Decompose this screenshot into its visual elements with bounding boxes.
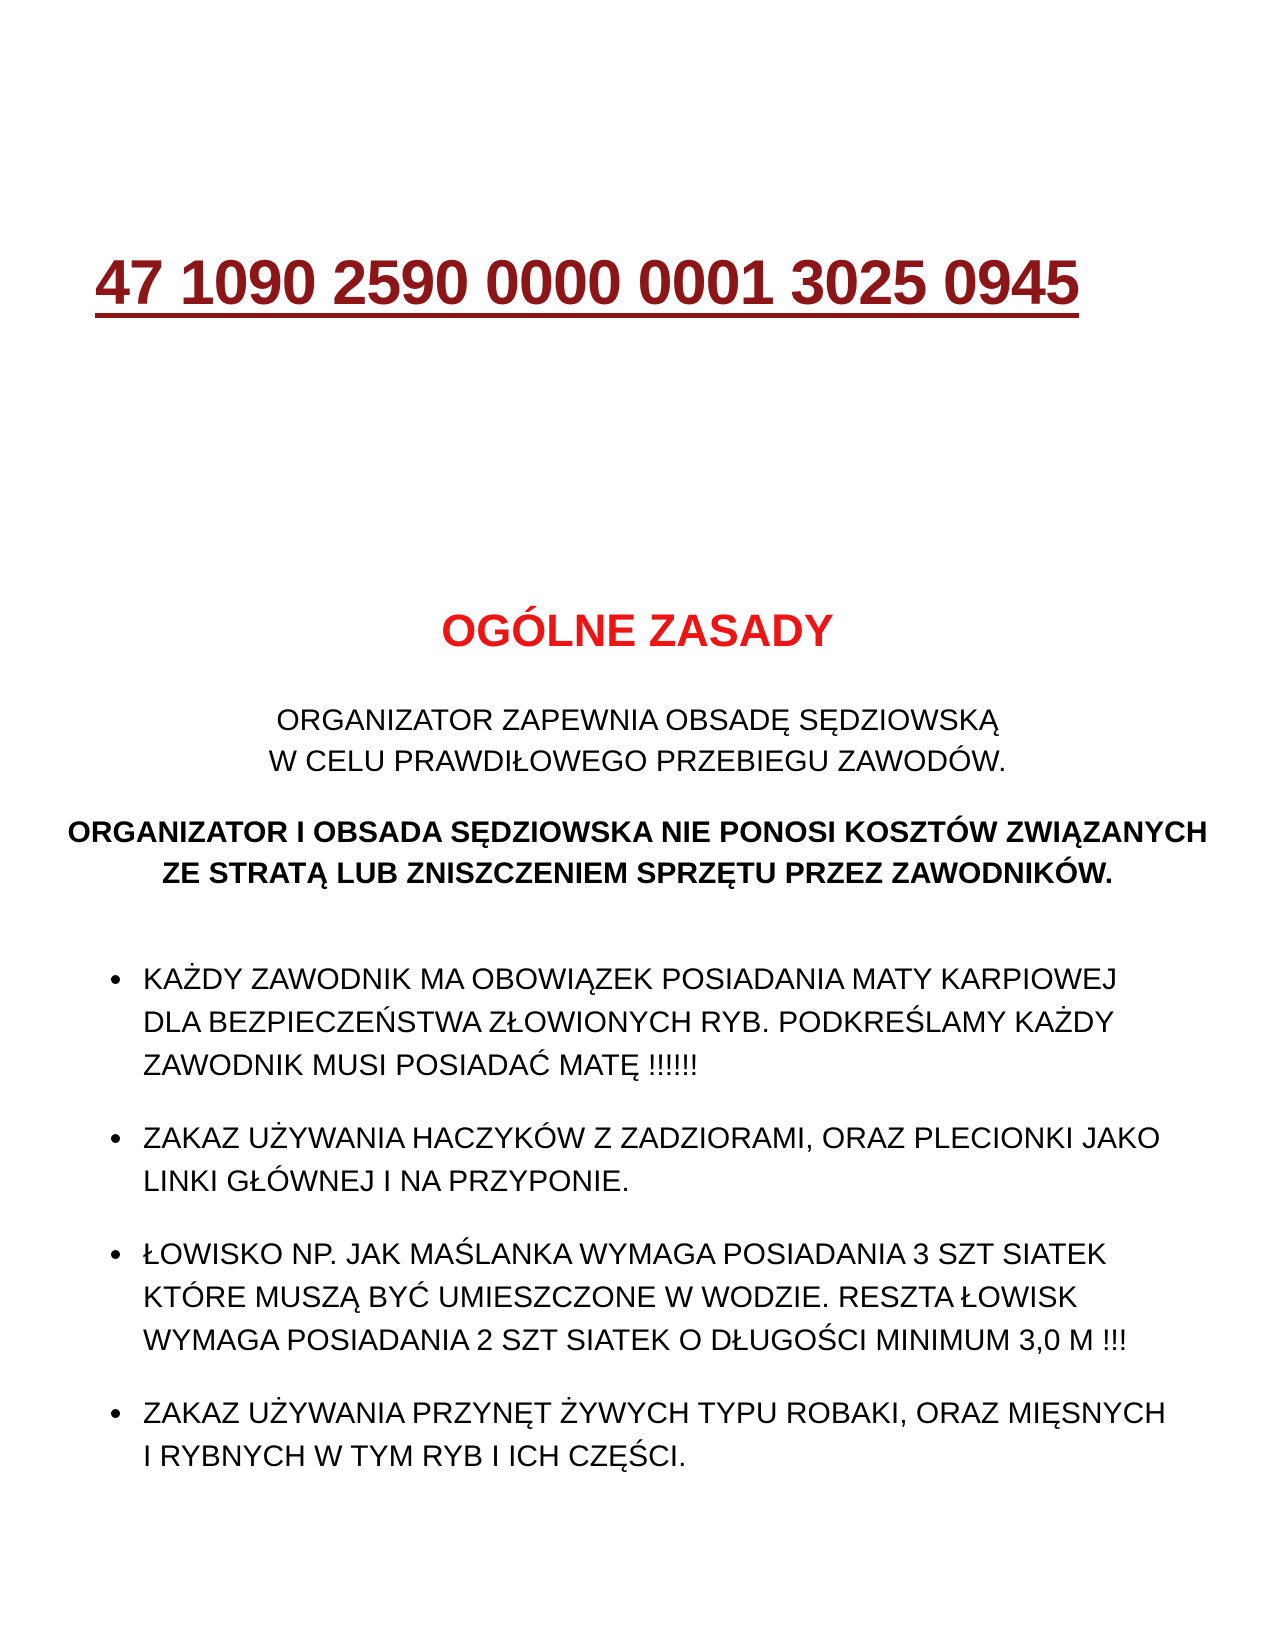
rule-item-carp-mat (95, 958, 1235, 1087)
bullet-icon (111, 1409, 120, 1418)
rule-line: ZAWODNIK MUSI POSIADAĆ MATĘ !!!!!! (143, 1049, 699, 1083)
rules-list (95, 958, 1235, 1478)
rule-line: I RYBNYCH W TYM RYB I ICH CZĘŚCI. (143, 1440, 687, 1474)
section-title: OGÓLNE ZASADY (441, 604, 834, 656)
bank-account-number (95, 248, 1275, 319)
rule-item-hooks-braid-ban (95, 1117, 1235, 1203)
bank-account-number-text: 47 1090 2590 0000 0001 3025 0945 (95, 248, 1079, 318)
rule-line: DLA BEZPIECZEŃSTWA ZŁOWIONYCH RYB. PODKREŚLAMY KAŻDY (143, 1006, 1115, 1040)
bullet-icon (111, 1134, 120, 1143)
intro-paragraph (0, 700, 1275, 782)
rule-line: ZAKAZ UŻYWANIA HACZYKÓW Z ZADZIORAMI, ORAZ PLECIONKI JAKO (143, 1122, 1161, 1156)
disclaimer-line: ZE STRATĄ LUB ZNISZCZENIEM SPRZĘTU PRZEZ ZAWODNIKÓW. (161, 857, 1114, 891)
rule-line: KAŻDY ZAWODNIK MA OBOWIĄZEK POSIADANIA MATY KARPIOWEJ (143, 963, 1118, 997)
rule-line: LINKI GŁÓWNEJ I NA PRZYPONIE. (143, 1165, 630, 1199)
disclaimer-line: ORGANIZATOR I OBSADA SĘDZIOWSKA NIE PONOSI KOSZTÓW ZWIĄZANYCH (67, 816, 1208, 850)
rule-line: WYMAGA POSIADANIA 2 SZT SIATEK O DŁUGOŚCI MINIMUM 3,0 M !!! (143, 1324, 1128, 1358)
rule-line: ŁOWISKO NP. JAK MAŚLANKA WYMAGA POSIADANIA 3 SZT SIATEK (143, 1238, 1107, 1272)
intro-line: W CELU PRAWDIŁOWEGO PRZEBIEGU ZAWODÓW. (268, 745, 1007, 779)
rule-item-keepnets (95, 1233, 1235, 1362)
intro-line: ORGANIZATOR ZAPEWNIA OBSADĘ SĘDZIOWSKĄ (276, 704, 999, 738)
bullet-icon (111, 1250, 120, 1259)
rule-line: KTÓRE MUSZĄ BYĆ UMIESZCZONE W WODZIE. RESZTA ŁOWISK (143, 1281, 1078, 1315)
rule-line: ZAKAZ UŻYWANIA PRZYNĘT ŻYWYCH TYPU ROBAKI, ORAZ MIĘSNYCH (143, 1397, 1166, 1431)
bullet-icon (111, 975, 120, 984)
rule-item-bait-ban (95, 1392, 1235, 1478)
disclaimer-paragraph (0, 812, 1275, 894)
